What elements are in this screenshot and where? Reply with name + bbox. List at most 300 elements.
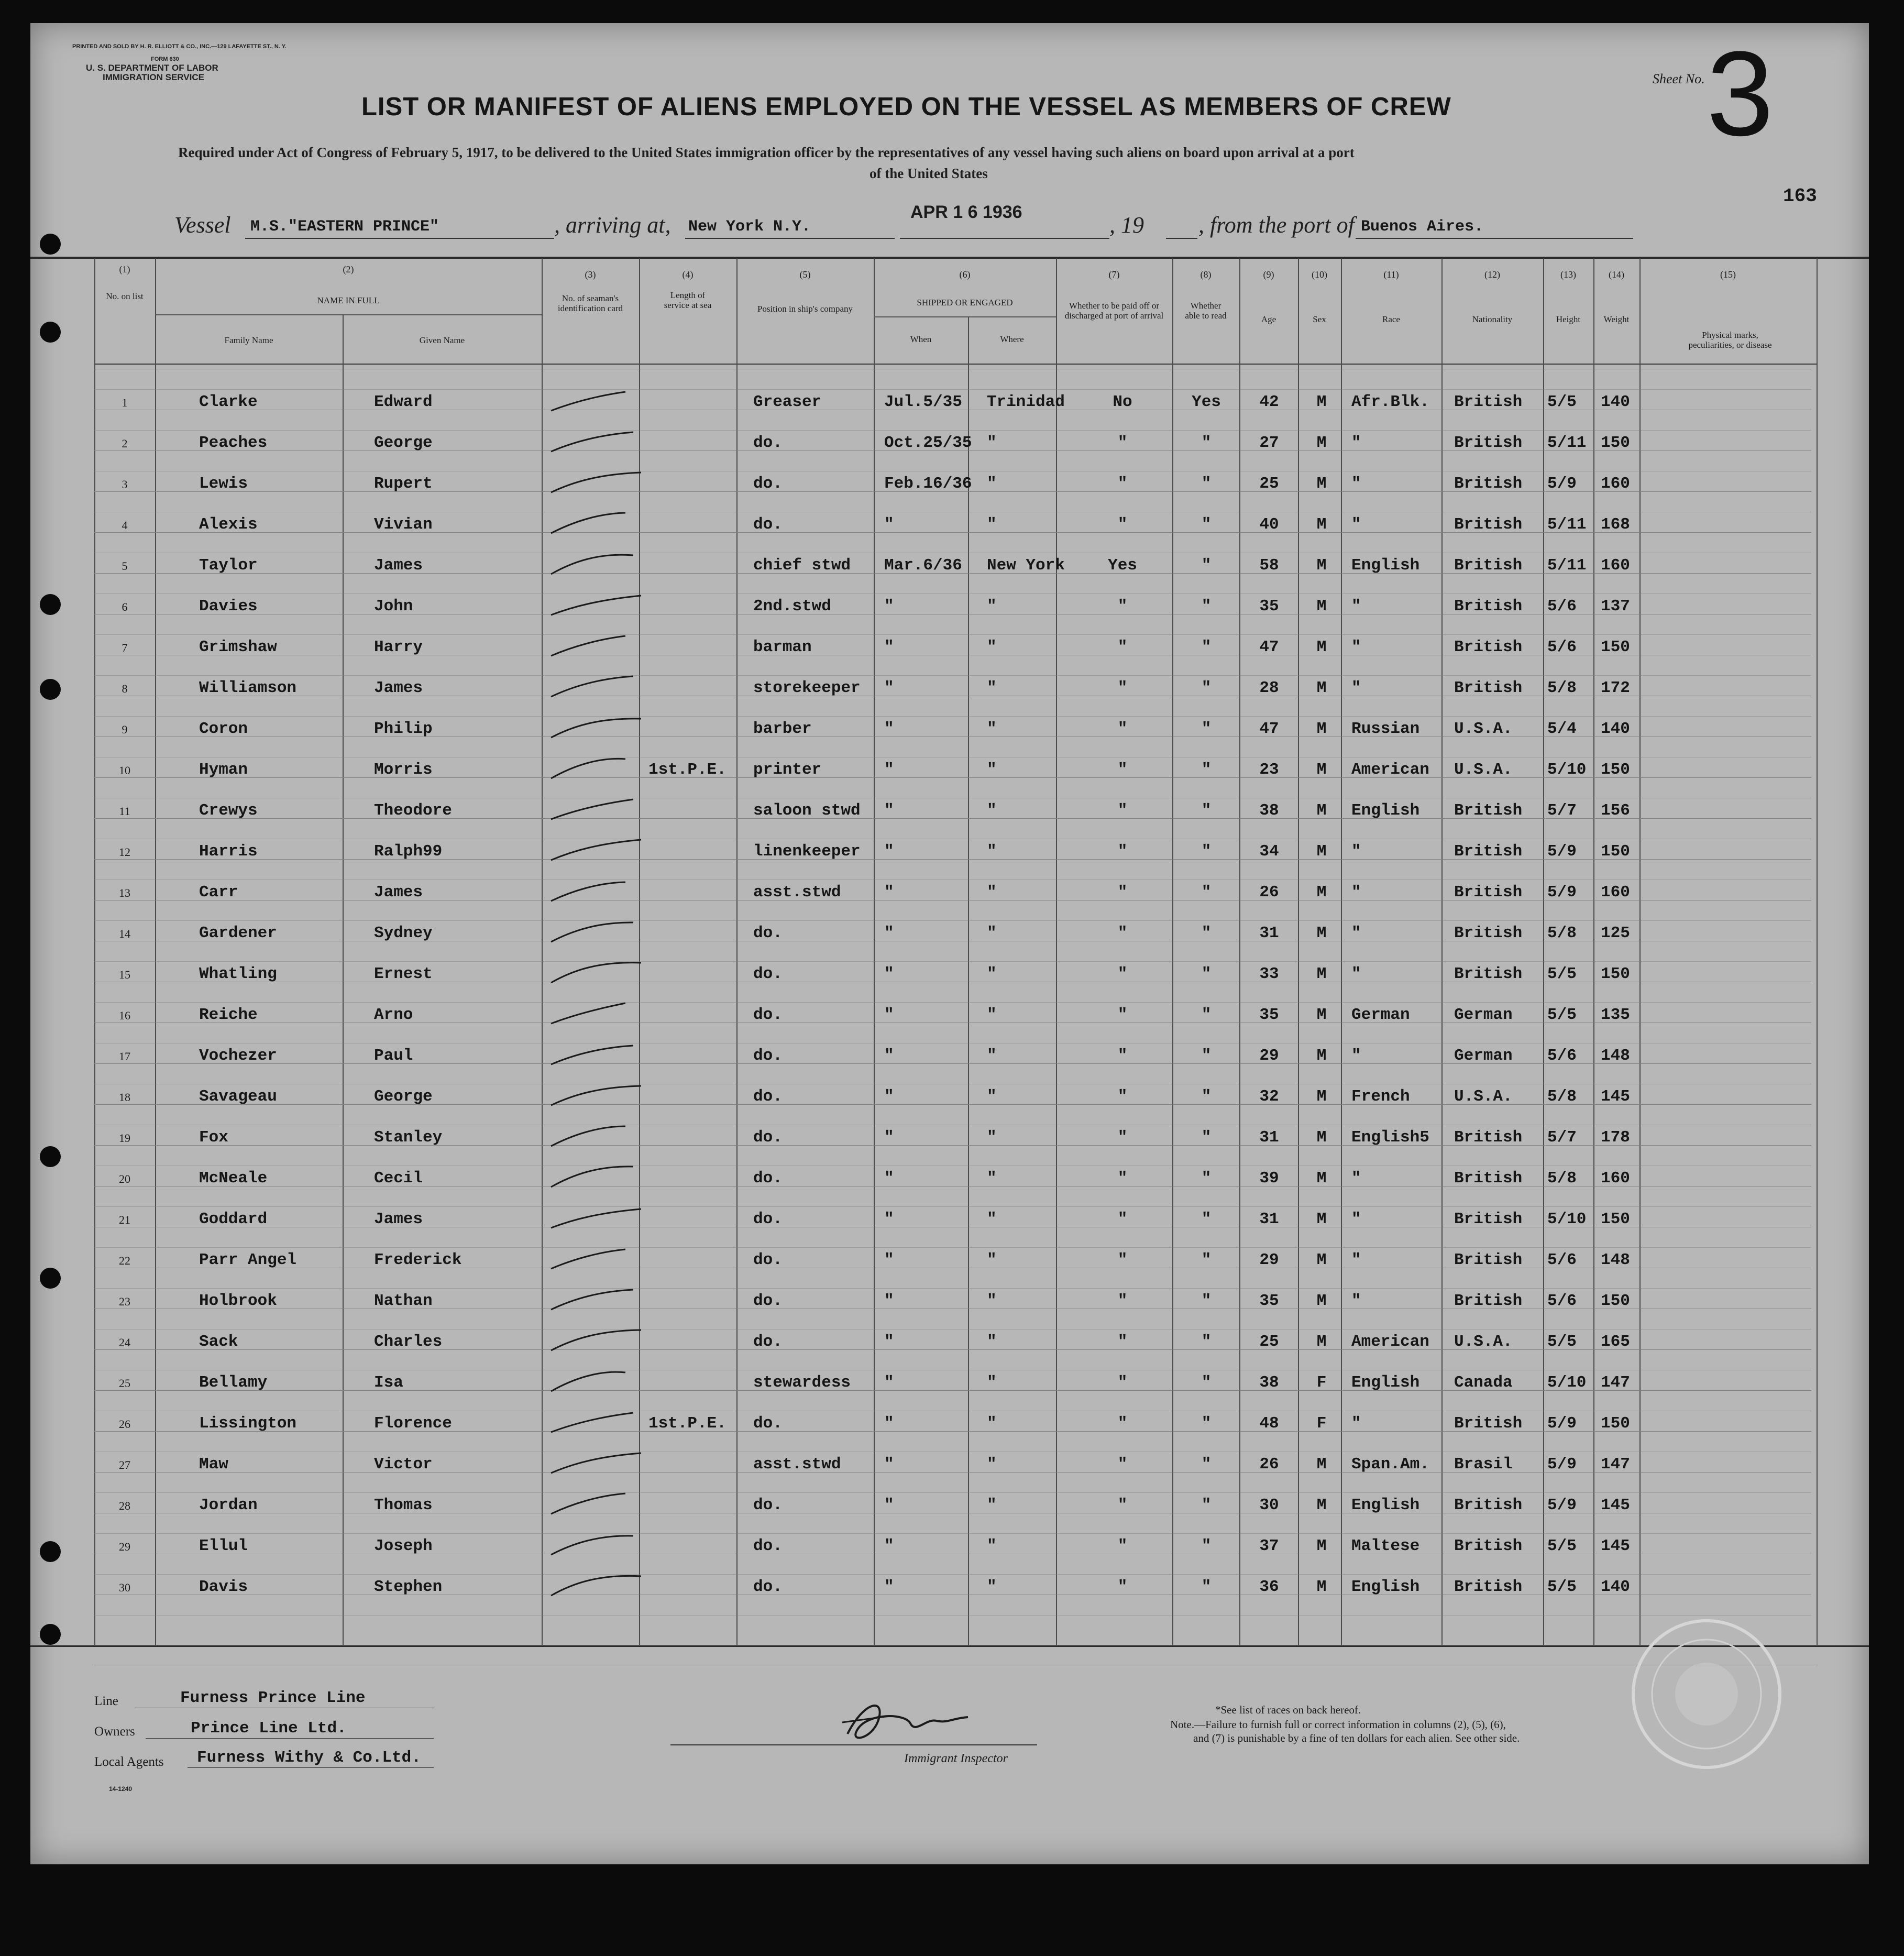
cell-race: " (1351, 1169, 1361, 1188)
cell-weight: 147 (1601, 1373, 1630, 1392)
cell-weight: 148 (1601, 1251, 1630, 1269)
header-nationality: Nationality (1472, 314, 1513, 324)
footer-line-label: Line (94, 1694, 118, 1708)
cell-weight: 148 (1601, 1047, 1630, 1065)
cell-read: " (1201, 1496, 1212, 1514)
cell-given: Theodore (374, 801, 452, 820)
cell-nat: U.S.A. (1454, 761, 1513, 779)
cell-height: 5/5 (1547, 1006, 1577, 1024)
cell-race: English5 (1351, 1128, 1429, 1147)
cell-sex: M (1316, 679, 1327, 697)
cell-family: Jordan (199, 1496, 258, 1514)
cell-read: " (1201, 597, 1212, 616)
row-number: 2 (122, 437, 128, 450)
cell-when: " (884, 1169, 894, 1188)
cell-nat: British (1454, 1128, 1523, 1147)
seaman-card-check-mark (547, 466, 652, 503)
cell-position: barman (753, 638, 812, 656)
note-line1: Note.—Failure to furnish full or correct information in columns (2), (5), (6), (1170, 1718, 1506, 1731)
cell-when: Mar.6/36 (884, 556, 962, 575)
cell-sex: M (1316, 393, 1327, 411)
cell-weight: 150 (1601, 842, 1630, 861)
col-num-6: (6) (959, 269, 971, 280)
cell-read: Yes (1192, 393, 1221, 411)
cell-where: " (987, 515, 997, 534)
footer-agents-value: Furness Withy & Co.Ltd. (197, 1749, 421, 1767)
cell-paid: " (1117, 1496, 1128, 1514)
col-num-5: (5) (799, 269, 811, 280)
punch-hole (40, 679, 61, 700)
cell-sex: M (1316, 434, 1327, 452)
cell-sex: M (1316, 1292, 1327, 1310)
cell-when: " (884, 842, 894, 861)
sheet-no-label: Sheet No. (1653, 71, 1705, 86)
cell-position: do. (753, 1496, 783, 1514)
cell-position: do. (753, 1210, 783, 1228)
cell-race: English (1351, 1373, 1420, 1392)
row-rule (94, 1288, 1811, 1289)
seaman-card-check-mark (547, 1365, 652, 1402)
cell-nat: U.S.A. (1454, 1087, 1513, 1106)
cell-where: " (987, 1210, 997, 1228)
sheet-no-value: 3 (1707, 26, 1774, 161)
cell-when: Jul.5/35 (884, 393, 962, 411)
cell-race: " (1351, 434, 1361, 452)
cell-paid: No (1113, 393, 1132, 411)
cell-where: " (987, 924, 997, 942)
cell-when: " (884, 597, 894, 616)
cell-when: " (884, 1496, 894, 1514)
cell-family: Alexis (199, 515, 258, 534)
cell-race: " (1351, 1047, 1361, 1065)
cell-position: do. (753, 1578, 783, 1596)
cell-sex: M (1316, 1047, 1327, 1065)
cell-race: Maltese (1351, 1537, 1420, 1555)
row-rule (94, 634, 1811, 635)
cell-sex: M (1316, 1006, 1327, 1024)
cell-weight: 125 (1601, 924, 1630, 942)
cell-paid: " (1117, 1047, 1128, 1065)
cell-read: " (1201, 1373, 1212, 1392)
cell-given: Arno (374, 1006, 413, 1024)
row-number: 13 (119, 886, 130, 899)
cell-family: Davies (199, 597, 258, 616)
cell-when: " (884, 1210, 894, 1228)
cell-where: New York (987, 556, 1065, 575)
cell-when: " (884, 1578, 894, 1596)
seaman-card-check-mark (547, 1161, 652, 1197)
cell-family: Maw (199, 1455, 228, 1474)
cell-age: 36 (1259, 1578, 1279, 1596)
cell-age: 35 (1259, 1292, 1279, 1310)
cell-height: 5/9 (1547, 1455, 1577, 1474)
cell-given: Paul (374, 1047, 413, 1065)
header-no-on-list: No. on list (106, 291, 144, 301)
cell-nat: U.S.A. (1454, 1333, 1513, 1351)
col-num-1: (1) (119, 264, 130, 274)
seaman-card-check-mark (547, 711, 652, 748)
cell-paid: " (1117, 883, 1128, 902)
cell-paid: " (1117, 1210, 1128, 1228)
row-number: 7 (122, 641, 128, 654)
cell-age: 27 (1259, 434, 1279, 452)
header-shipped-engaged: SHIPPED OR ENGAGED (917, 298, 1013, 307)
row-rule (94, 1615, 1811, 1616)
row-rule (94, 1002, 1811, 1003)
cell-position: do. (753, 1087, 783, 1106)
cell-where: " (987, 965, 997, 983)
row-number: 21 (119, 1213, 130, 1226)
seaman-card-check-mark (547, 1038, 652, 1075)
row-number: 19 (119, 1131, 130, 1145)
cell-sex: M (1316, 1251, 1327, 1269)
cell-service: 1st.P.E. (648, 761, 727, 779)
cell-read: " (1201, 1210, 1212, 1228)
cell-weight: 178 (1601, 1128, 1630, 1147)
cell-read: " (1201, 1006, 1212, 1024)
row-rule (94, 1492, 1811, 1493)
cell-height: 5/9 (1547, 842, 1577, 861)
cell-where: " (987, 1169, 997, 1188)
cell-position: do. (753, 1169, 783, 1188)
cell-sex: M (1316, 1169, 1327, 1188)
cell-height: 5/9 (1547, 475, 1577, 493)
arriving-label: , arriving at, (554, 212, 671, 238)
seaman-card-check-mark (547, 1120, 652, 1157)
cell-where: " (987, 842, 997, 861)
cell-service: 1st.P.E. (648, 1414, 727, 1433)
cell-race: " (1351, 883, 1361, 902)
cell-sex: M (1316, 475, 1327, 493)
cell-height: 5/10 (1547, 1373, 1587, 1392)
cell-sex: M (1316, 556, 1327, 575)
cell-nat: British (1454, 556, 1523, 575)
cell-nat: British (1454, 1414, 1523, 1433)
cell-height: 5/11 (1547, 556, 1587, 575)
cell-sex: M (1316, 883, 1327, 902)
cell-race: " (1351, 924, 1361, 942)
row-number: 25 (119, 1377, 130, 1390)
cell-nat: Canada (1454, 1373, 1513, 1392)
cell-where: " (987, 1087, 997, 1106)
row-number: 6 (122, 600, 128, 613)
cell-when: " (884, 1128, 894, 1147)
cell-family: Davis (199, 1578, 248, 1596)
cell-where: Trinidad (987, 393, 1065, 411)
cell-family: Crewys (199, 801, 258, 820)
cell-position: asst.stwd (753, 1455, 841, 1474)
header-paid-off: Whether to be paid off or discharged at port of arrival (1064, 301, 1164, 321)
cell-age: 37 (1259, 1537, 1279, 1555)
cell-race: " (1351, 1210, 1361, 1228)
row-number: 28 (119, 1499, 130, 1512)
row-number: 12 (119, 845, 130, 859)
cell-given: Nathan (374, 1292, 433, 1310)
cell-position: do. (753, 515, 783, 534)
cell-read: " (1201, 1251, 1212, 1269)
cell-position: chief stwd (753, 556, 851, 575)
seaman-card-check-mark (547, 834, 652, 871)
seaman-card-check-mark (547, 548, 652, 585)
row-rule (94, 430, 1811, 431)
header-race: Race (1382, 314, 1400, 324)
col-num-10: (10) (1312, 269, 1327, 280)
cell-age: 25 (1259, 1333, 1279, 1351)
cell-weight: 168 (1601, 515, 1630, 534)
cell-sex: M (1316, 761, 1327, 779)
seaman-card-check-mark (547, 1243, 652, 1279)
seaman-card-check-mark (547, 589, 652, 625)
cell-family: Coron (199, 720, 248, 738)
col-num-8: (8) (1200, 269, 1212, 280)
cell-weight: 150 (1601, 761, 1630, 779)
cell-nat: British (1454, 434, 1523, 452)
cell-where: " (987, 1496, 997, 1514)
cell-weight: 150 (1601, 1292, 1630, 1310)
inspector-signature (827, 1697, 994, 1750)
row-rule (94, 1574, 1811, 1575)
cell-given: Joseph (374, 1537, 433, 1555)
cell-when: " (884, 761, 894, 779)
cell-given: John (374, 597, 413, 616)
cell-position: do. (753, 475, 783, 493)
cell-weight: 145 (1601, 1537, 1630, 1555)
punch-hole (40, 1146, 61, 1167)
cell-nat: British (1454, 1169, 1523, 1188)
cell-position: do. (753, 1251, 783, 1269)
cell-read: " (1201, 1292, 1212, 1310)
cell-paid: " (1117, 597, 1128, 616)
cell-paid: " (1117, 679, 1128, 697)
row-rule (94, 389, 1811, 390)
cell-position: do. (753, 1414, 783, 1433)
cell-age: 42 (1259, 393, 1279, 411)
cell-family: Clarke (199, 393, 258, 411)
cell-nat: British (1454, 924, 1523, 942)
cell-read: " (1201, 1169, 1212, 1188)
cell-nat: British (1454, 965, 1523, 983)
footer-owners-label: Owners (94, 1724, 135, 1739)
cell-height: 5/7 (1547, 1128, 1577, 1147)
cell-nat: British (1454, 883, 1523, 902)
cell-nat: British (1454, 679, 1523, 697)
col-num-14: (14) (1609, 269, 1624, 280)
cell-given: Morris (374, 761, 433, 779)
cell-given: Florence (374, 1414, 452, 1433)
cell-read: " (1201, 1414, 1212, 1433)
row-number: 5 (122, 559, 128, 573)
official-seal (1628, 1616, 1785, 1773)
header-when: When (910, 334, 932, 344)
cell-where: " (987, 638, 997, 656)
cell-position: linenkeeper (753, 842, 861, 861)
row-number: 16 (119, 1009, 130, 1022)
cell-paid: " (1117, 1537, 1128, 1555)
cell-sex: M (1316, 720, 1327, 738)
cell-position: do. (753, 434, 783, 452)
row-rule (94, 920, 1811, 921)
form-number: FORM 630 (151, 56, 179, 62)
cell-read: " (1201, 515, 1212, 534)
cell-nat: British (1454, 475, 1523, 493)
cell-when: " (884, 638, 894, 656)
cell-race: " (1351, 638, 1361, 656)
cell-height: 5/10 (1547, 761, 1587, 779)
cell-weight: 150 (1601, 1414, 1630, 1433)
cell-when: " (884, 801, 894, 820)
col-num-7: (7) (1108, 269, 1120, 280)
cell-nat: German (1454, 1047, 1513, 1065)
cell-position: do. (753, 1537, 783, 1555)
cell-age: 33 (1259, 965, 1279, 983)
cell-given: James (374, 556, 423, 575)
cell-age: 29 (1259, 1047, 1279, 1065)
cell-family: Reiche (199, 1006, 258, 1024)
cell-when: " (884, 1292, 894, 1310)
cell-position: do. (753, 1292, 783, 1310)
cell-when: " (884, 1047, 894, 1065)
cell-weight: 137 (1601, 597, 1630, 616)
cell-where: " (987, 1006, 997, 1024)
cell-age: 38 (1259, 1373, 1279, 1392)
cell-family: Vochezer (199, 1047, 277, 1065)
cell-family: Peaches (199, 434, 268, 452)
cell-paid: " (1117, 515, 1128, 534)
cell-read: " (1201, 1455, 1212, 1474)
cell-where: " (987, 1292, 997, 1310)
row-number: 27 (119, 1458, 130, 1471)
cell-sex: M (1316, 1496, 1327, 1514)
cell-age: 31 (1259, 1210, 1279, 1228)
cell-height: 5/9 (1547, 883, 1577, 902)
cell-height: 5/10 (1547, 1210, 1587, 1228)
seaman-card-check-mark (547, 916, 652, 952)
seaman-card-check-mark (547, 997, 652, 1034)
cell-race: " (1351, 1292, 1361, 1310)
cell-age: 34 (1259, 842, 1279, 861)
row-rule (94, 1533, 1811, 1534)
cell-where: " (987, 1251, 997, 1269)
cell-age: 26 (1259, 883, 1279, 902)
cell-sex: M (1316, 515, 1327, 534)
cell-age: 31 (1259, 1128, 1279, 1147)
seaman-card-check-mark (547, 875, 652, 911)
cell-race: English (1351, 556, 1420, 575)
cell-weight: 140 (1601, 393, 1630, 411)
cell-age: 30 (1259, 1496, 1279, 1514)
cell-when: " (884, 965, 894, 983)
cell-height: 5/9 (1547, 1414, 1577, 1433)
cell-paid: " (1117, 1292, 1128, 1310)
cell-race: " (1351, 1414, 1361, 1433)
punch-hole (40, 1268, 61, 1289)
cell-position: barber (753, 720, 812, 738)
punch-hole (40, 234, 61, 255)
cell-paid: " (1117, 924, 1128, 942)
cell-nat: Brasil (1454, 1455, 1513, 1474)
cell-read: " (1201, 883, 1212, 902)
cell-nat: British (1454, 1537, 1523, 1555)
seaman-card-check-mark (547, 1324, 652, 1361)
cell-weight: 150 (1601, 1210, 1630, 1228)
header-where: Where (1000, 334, 1024, 344)
cell-read: " (1201, 1333, 1212, 1351)
cell-family: Holbrook (199, 1292, 277, 1310)
col-num-11: (11) (1383, 269, 1399, 280)
cell-paid: " (1117, 1128, 1128, 1147)
seaman-card-check-mark (547, 384, 652, 421)
cell-race: Span.Am. (1351, 1455, 1429, 1474)
cell-sex: M (1316, 1333, 1327, 1351)
cell-where: " (987, 1047, 997, 1065)
cell-read: " (1201, 679, 1212, 697)
cell-given: Victor (374, 1455, 433, 1474)
page-number: 163 (1783, 185, 1817, 207)
cell-given: Rupert (374, 475, 433, 493)
cell-position: do. (753, 965, 783, 983)
cell-position: do. (753, 1128, 783, 1147)
cell-position: do. (753, 1333, 783, 1351)
row-rule (94, 716, 1811, 717)
cell-where: " (987, 434, 997, 452)
cell-family: Carr (199, 883, 238, 902)
seaman-card-check-mark (547, 507, 652, 544)
cell-position: do. (753, 1047, 783, 1065)
cell-family: Sack (199, 1333, 238, 1351)
cell-read: " (1201, 638, 1212, 656)
header-physical-marks: Physical marks, peculiarities, or disease (1688, 330, 1772, 350)
cell-given: Vivian (374, 515, 433, 534)
cell-given: Stanley (374, 1128, 443, 1147)
cell-read: " (1201, 1537, 1212, 1555)
cell-given: James (374, 883, 423, 902)
cell-nat: U.S.A. (1454, 720, 1513, 738)
cell-given: Edward (374, 393, 433, 411)
cell-read: " (1201, 1128, 1212, 1147)
cell-when: " (884, 1251, 894, 1269)
inspector-label: Immigrant Inspector (904, 1752, 1008, 1765)
cell-weight: 165 (1601, 1333, 1630, 1351)
row-number: 1 (122, 396, 128, 409)
cell-when: " (884, 1414, 894, 1433)
cell-height: 5/7 (1547, 801, 1577, 820)
cell-paid: " (1117, 761, 1128, 779)
cell-race: " (1351, 597, 1361, 616)
cell-sex: M (1316, 1578, 1327, 1596)
punch-hole (40, 322, 61, 343)
cell-height: 5/8 (1547, 924, 1577, 942)
cell-height: 5/9 (1547, 1496, 1577, 1514)
cell-family: Grimshaw (199, 638, 277, 656)
cell-sex: M (1316, 638, 1327, 656)
cell-read: " (1201, 842, 1212, 861)
cell-nat: British (1454, 1292, 1523, 1310)
cell-paid: Yes (1108, 556, 1137, 575)
cell-weight: 150 (1601, 965, 1630, 983)
cell-family: Parr Angel (199, 1251, 297, 1269)
cell-sex: F (1316, 1414, 1327, 1433)
cell-height: 5/8 (1547, 1087, 1577, 1106)
row-number: 17 (119, 1050, 130, 1063)
cell-family: Ellul (199, 1537, 248, 1555)
cell-when: " (884, 1087, 894, 1106)
cell-age: 26 (1259, 1455, 1279, 1474)
cell-family: Williamson (199, 679, 297, 697)
cell-age: 40 (1259, 515, 1279, 534)
cell-weight: 140 (1601, 1578, 1630, 1596)
cell-height: 5/11 (1547, 434, 1587, 452)
cell-when: " (884, 883, 894, 902)
